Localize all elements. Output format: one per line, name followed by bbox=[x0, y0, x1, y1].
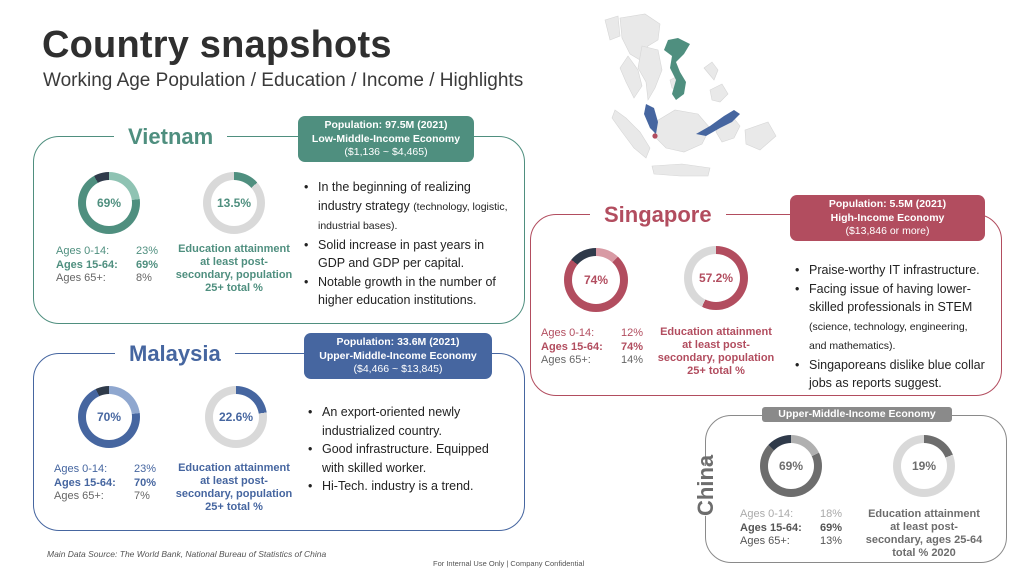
education-label-line: at least post- bbox=[200, 475, 268, 487]
southeast-asia-map bbox=[600, 10, 780, 185]
highlight-text: skilled professionals in STEM bbox=[809, 300, 973, 314]
highlight-text: industry strategy bbox=[318, 198, 414, 213]
highlight-text: In the beginning of realizing bbox=[318, 180, 471, 194]
china-education-pct: 19% bbox=[901, 443, 947, 489]
highlight-item bbox=[793, 280, 1003, 356]
china-age-breakdown bbox=[740, 508, 850, 549]
age-row bbox=[740, 508, 850, 522]
malaysia-education-label bbox=[170, 462, 298, 514]
singapore-income-range: ($13,846 or more) bbox=[845, 225, 930, 237]
age-value: 7% bbox=[134, 490, 150, 502]
age-value: 69% bbox=[820, 521, 843, 534]
malaysia-working-age-donut bbox=[78, 386, 140, 448]
age-row bbox=[54, 477, 164, 491]
highlight-text: Singaporeans dislike blue collar bbox=[809, 357, 985, 372]
highlight-item bbox=[306, 440, 516, 477]
data-source-note: Main Data Source: The World Bank, National Bureau of Statistics of China bbox=[47, 549, 327, 559]
singapore-population: Population: 5.5M (2021) bbox=[828, 198, 947, 210]
highlight-text: Hi-Tech. industry is a trend. bbox=[322, 479, 474, 493]
malaysia-age-breakdown bbox=[54, 463, 164, 504]
education-label-line: at least post- bbox=[890, 521, 958, 533]
education-label-line: 25+ total % bbox=[205, 282, 263, 294]
singapore-education-donut bbox=[684, 246, 748, 310]
age-label: Ages 65+: bbox=[541, 354, 591, 366]
age-label: Ages 65+: bbox=[56, 272, 106, 284]
education-label-line: 25+ total % bbox=[205, 501, 263, 513]
vietnam-population: Population: 97.5M (2021) bbox=[324, 119, 448, 131]
highlight-item bbox=[793, 356, 1003, 393]
singapore-age-breakdown bbox=[541, 327, 651, 368]
china-working-age-donut bbox=[760, 435, 822, 497]
singapore-working-age-pct: 74% bbox=[572, 256, 620, 304]
education-label-line: secondary, ages 25-64 bbox=[865, 534, 983, 546]
age-label: Ages 0-14: bbox=[56, 245, 110, 257]
education-label-line: Education attainment bbox=[178, 243, 290, 255]
china-income-badge: Upper-Middle-Income Economy bbox=[762, 407, 952, 422]
highlight-note: (technology, logistic, bbox=[413, 200, 508, 213]
highlight-text: jobs as reports suggest. bbox=[809, 376, 942, 390]
vietnam-age-breakdown bbox=[56, 245, 166, 286]
singapore-income-badge bbox=[790, 195, 985, 241]
highlight-text: Praise-worthy IT infrastructure. bbox=[809, 263, 980, 277]
age-row bbox=[541, 341, 651, 355]
malaysia-population: Population: 33.6M (2021) bbox=[336, 336, 460, 348]
vietnam-education-donut bbox=[203, 172, 265, 234]
malaysia-working-age-pct: 70% bbox=[86, 394, 132, 440]
age-value: 23% bbox=[134, 463, 157, 475]
highlight-item bbox=[302, 273, 524, 310]
highlight-text: higher education institutions. bbox=[318, 293, 477, 307]
highlight-item bbox=[306, 477, 516, 496]
vietnam-income-level: Low-Middle-Income Economy bbox=[311, 132, 461, 145]
vietnam-income-badge bbox=[298, 116, 474, 162]
china-country-name: China bbox=[693, 454, 718, 516]
age-row bbox=[740, 522, 850, 536]
age-label: Ages 0-14: bbox=[54, 463, 108, 475]
singapore-income-level: High-Income Economy bbox=[830, 211, 945, 224]
age-value: 12% bbox=[621, 327, 644, 339]
education-label-line: secondary, population bbox=[657, 352, 775, 364]
age-value: 74% bbox=[621, 340, 644, 353]
china-education-label bbox=[860, 508, 988, 560]
education-label-line: at least post- bbox=[682, 339, 750, 351]
age-label: Ages 65+: bbox=[740, 535, 790, 547]
malaysia-income-badge bbox=[304, 333, 492, 379]
singapore-working-age-donut bbox=[564, 248, 628, 312]
page-subtitle: Working Age Population / Education / Income / Highlights bbox=[43, 70, 524, 91]
age-row bbox=[56, 272, 166, 286]
highlight-note: and mathematics). bbox=[809, 340, 896, 352]
age-value: 8% bbox=[136, 272, 152, 284]
malaysia-country-name: Malaysia bbox=[115, 341, 235, 367]
page-title: Country snapshots bbox=[42, 24, 392, 66]
age-row bbox=[740, 535, 850, 549]
vietnam-country-name: Vietnam bbox=[114, 124, 227, 150]
china-education-donut bbox=[893, 435, 955, 497]
confidentiality-footer: For Internal Use Only | Company Confidential bbox=[433, 559, 585, 568]
vietnam-working-age-donut bbox=[78, 172, 140, 234]
age-row bbox=[56, 259, 166, 273]
age-row bbox=[541, 354, 651, 368]
highlight-item bbox=[306, 403, 516, 440]
age-label: Ages 15-64: bbox=[54, 476, 116, 489]
highlight-text: Facing issue of having lower- bbox=[809, 281, 971, 296]
age-label: Ages 15-64: bbox=[740, 521, 802, 534]
education-label-line: 25+ total % bbox=[687, 365, 745, 377]
highlight-item bbox=[302, 236, 524, 273]
age-row bbox=[54, 463, 164, 477]
education-label-line: Education attainment bbox=[178, 462, 290, 474]
education-label-line: secondary, population bbox=[175, 269, 293, 281]
age-value: 23% bbox=[136, 245, 159, 257]
age-label: Ages 15-64: bbox=[541, 340, 603, 353]
age-value: 69% bbox=[136, 258, 159, 271]
malaysia-income-level: Upper-Middle-Income Economy bbox=[319, 349, 477, 362]
malaysia-income-range: ($4,466 ~ $13,845) bbox=[353, 363, 443, 375]
vietnam-education-pct: 13.5% bbox=[211, 180, 257, 226]
education-label-line: at least post- bbox=[200, 256, 268, 268]
malaysia-highlights bbox=[306, 403, 516, 496]
age-value: 18% bbox=[820, 508, 843, 520]
age-value: 14% bbox=[621, 354, 644, 366]
vietnam-highlights bbox=[302, 178, 524, 310]
age-row bbox=[56, 245, 166, 259]
vietnam-working-age-pct: 69% bbox=[86, 180, 132, 226]
singapore-country-name: Singapore bbox=[590, 202, 726, 228]
china-working-age-pct: 69% bbox=[768, 443, 814, 489]
highlight-item bbox=[793, 261, 1003, 280]
vietnam-education-label bbox=[170, 243, 298, 295]
age-row bbox=[54, 490, 164, 504]
age-row bbox=[541, 327, 651, 341]
age-label: Ages 65+: bbox=[54, 490, 104, 502]
highlight-note: industrial bases). bbox=[318, 220, 398, 232]
age-label: Ages 15-64: bbox=[56, 258, 118, 271]
highlight-text: industrialized country. bbox=[322, 423, 442, 438]
age-label: Ages 0-14: bbox=[541, 327, 595, 339]
singapore-highlights bbox=[793, 261, 1003, 393]
highlight-text: GDP and GDP per capital. bbox=[318, 256, 465, 270]
highlight-text: Notable growth in the number of bbox=[318, 274, 496, 289]
highlight-note: (science, technology, engineering, bbox=[809, 320, 968, 333]
highlight-text: Solid increase in past years in bbox=[318, 237, 485, 252]
education-label-line: Education attainment bbox=[868, 508, 980, 520]
age-value: 70% bbox=[134, 476, 157, 489]
malaysia-education-pct: 22.6% bbox=[213, 394, 259, 440]
malaysia-education-donut bbox=[205, 386, 267, 448]
vietnam-income-range: ($1,136 ~ $4,465) bbox=[344, 146, 428, 158]
age-value: 13% bbox=[820, 535, 843, 547]
highlight-item bbox=[302, 178, 524, 236]
education-label-line: Education attainment bbox=[660, 326, 772, 338]
highlight-text: Good infrastructure. Equipped bbox=[322, 442, 489, 456]
age-label: Ages 0-14: bbox=[740, 508, 794, 520]
singapore-education-label bbox=[652, 326, 780, 378]
education-label-line: secondary, population bbox=[175, 488, 293, 500]
highlight-text: with skilled worker. bbox=[322, 460, 427, 475]
education-label-line: total % 2020 bbox=[892, 547, 956, 559]
singapore-education-pct: 57.2% bbox=[692, 254, 740, 302]
highlight-text: An export-oriented newly bbox=[322, 405, 461, 419]
